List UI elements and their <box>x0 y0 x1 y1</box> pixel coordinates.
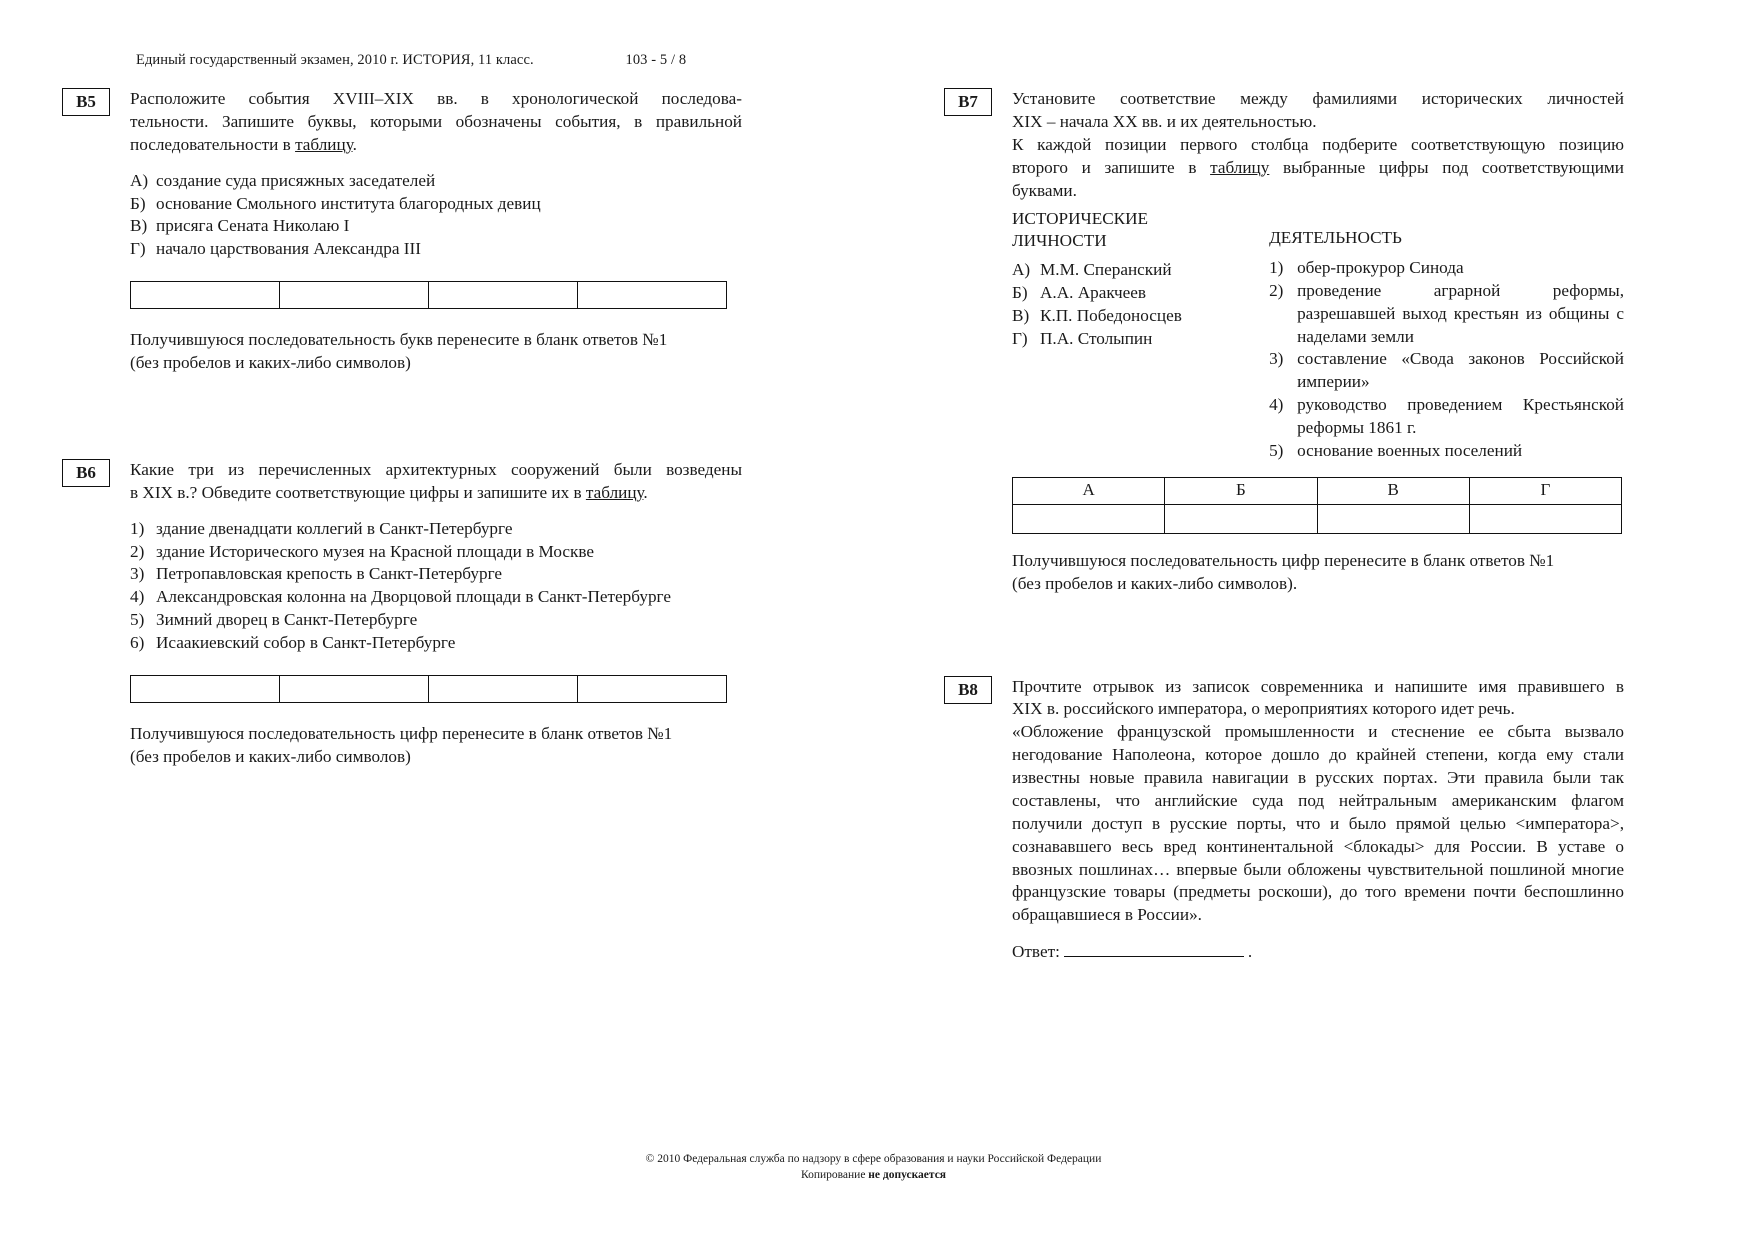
left-column <box>62 88 742 769</box>
answer-cell-4[interactable] <box>578 675 727 702</box>
option-text: здание двенадцати коллегий в Санкт-Петербурге <box>156 518 513 538</box>
answer-cell-3[interactable] <box>429 675 578 702</box>
table-row <box>1013 477 1622 504</box>
page-header <box>136 52 1616 69</box>
person-mark: А) <box>1012 260 1031 280</box>
task-b7-prompt-line1: Установите соответствие между фамилиями исторических личностей <box>1012 89 1624 108</box>
person-mark: Г) <box>1012 329 1028 348</box>
answer-cell-4[interactable] <box>578 282 727 309</box>
person-mark: Б) <box>1012 283 1028 303</box>
person-mark: В) <box>1012 306 1030 326</box>
answer-cell-1[interactable] <box>131 675 280 702</box>
activity-mark: 3) <box>1269 349 1284 369</box>
table-row <box>131 675 727 702</box>
option-mark[interactable]: 6) <box>130 633 145 652</box>
task-b6-prompt-line2-b: . <box>643 482 648 502</box>
activity-mark: 5) <box>1269 440 1284 460</box>
person-text: А.А. Аракчеев <box>1040 283 1147 303</box>
task-b7-prompt-line4-b: выбранные цифры под соответствующими <box>1269 157 1624 177</box>
list-item <box>1269 257 1624 280</box>
option-mark: Б) <box>130 193 146 213</box>
activity-text: руководство проведением Крестьянской реформы 1861 г. <box>1297 395 1624 437</box>
answer-cell-2[interactable] <box>280 282 429 309</box>
option-text: Зимний дворец в Санкт-Петербурге <box>156 610 418 630</box>
option-text: создание суда присяжных заседателей <box>156 170 436 190</box>
task-b5-table-link: таблицу <box>295 134 353 154</box>
list-item[interactable] <box>130 609 742 632</box>
footer-notice-a: Копирование <box>800 1169 869 1181</box>
task-b6 <box>62 459 742 769</box>
task-b7-table-link: таблицу <box>1210 157 1270 177</box>
list-item <box>1012 282 1269 305</box>
match-header-a: А <box>1013 477 1165 504</box>
option-text: здание Исторического музея на Красной площади в Москве <box>156 541 594 561</box>
task-b8-answer-line <box>1012 941 1624 964</box>
footer-notice-b: не допускается <box>868 1169 947 1181</box>
footer-notice <box>0 1168 1747 1183</box>
task-b5-prompt-line3-a: последовательности в <box>130 134 296 154</box>
header-subject: Единый государственный экзамен, 2010 г. ИСТОРИЯ, 11 класс. <box>136 52 534 68</box>
list-item[interactable] <box>130 563 742 586</box>
activity-text: основание военных поселений <box>1297 440 1523 460</box>
task-b6-prompt-line2 <box>130 482 742 505</box>
match-header-g: Г <box>1469 477 1621 504</box>
match-cell-g[interactable] <box>1469 504 1621 533</box>
option-mark[interactable]: 2) <box>130 541 145 561</box>
task-b7-persons-column <box>1012 208 1269 462</box>
option-text: начало царствования Александра III <box>156 239 421 259</box>
task-code-b8: B8 <box>944 676 992 704</box>
option-mark: В) <box>130 216 148 236</box>
task-b5-prompt-line3 <box>130 134 742 157</box>
task-b8-prompt-line2: XIX в. российского императора, о мероприятиях которого идет речь. <box>1012 699 1515 719</box>
task-b6-prompt-line2-a: в XIX в.? Обведите соответствующие цифры и запишите их в <box>130 482 586 502</box>
list-item <box>130 238 742 261</box>
task-b6-note-line2: (без пробелов и каких-либо символов) <box>130 746 411 766</box>
list-item <box>130 170 742 193</box>
list-item <box>1269 280 1624 349</box>
task-b8-quote: «Обложение французской промышленности и стеснение ее сбыта вызвало негодование Наполеона, которое дошло до крайней степени, когда ему стали известны новые правила навигации в русских портах. Эти правила были так составлены, что английские суда под нейтральным американским флагом получили доступ в русские порты, что и было прямой целью <императора>, сознававшего весь вред континентальной <блокады> для России. В уставе о ввозных пошлинах… впервые были обложены чувствительной пошлиной многие французские товары (предметы роскоши), до того времени почти беспошлинно обращавшиеся в России». <box>1012 722 1624 925</box>
task-b8 <box>944 676 1624 965</box>
answer-cell-2[interactable] <box>280 675 429 702</box>
footer-copyright: © 2010 Федеральная служба по надзору в сфере образования и науки Российской Федерации <box>645 1153 1102 1165</box>
answer-cell-1[interactable] <box>131 282 280 309</box>
task-b6-prompt-line1: Какие три из перечисленных архитектурных сооружений были возведены <box>130 459 742 479</box>
table-row <box>131 282 727 309</box>
task-b7-prompt-line4-a: второго и запишите в <box>1012 157 1211 177</box>
option-text: присяга Сената Николаю I <box>156 216 350 236</box>
task-b7-columns <box>1012 208 1624 462</box>
answer-tail: . <box>1247 942 1253 962</box>
task-b7-prompt-line2: XIX – начала XX вв. и их деятельностью. <box>1012 111 1317 131</box>
task-code-b5: B5 <box>62 88 110 116</box>
task-b7-prompt-line3: К каждой позиции первого столбца подберите соответствующую позицию <box>1012 134 1624 154</box>
list-item[interactable] <box>130 518 742 541</box>
answer-input[interactable] <box>1064 942 1244 957</box>
person-text: П.А. Столыпин <box>1040 329 1153 348</box>
option-text: Исаакиевский собор в Санкт-Петербурге <box>156 633 456 652</box>
list-item[interactable] <box>130 632 742 655</box>
task-code-b7: B7 <box>944 88 992 116</box>
task-b7 <box>944 88 1624 596</box>
task-b5-options <box>130 170 742 262</box>
activity-text: составление «Свода законов Российской империи» <box>1297 349 1624 392</box>
person-text: М.М. Сперанский <box>1040 260 1172 280</box>
persons-heading-line2: ЛИЧНОСТИ <box>1012 230 1107 250</box>
task-b6-note-line1: Получившуюся последовательность цифр перенесите в бланк ответов №1 <box>130 723 673 743</box>
task-b7-note-line2: (без пробелов и каких-либо символов). <box>1012 573 1298 593</box>
person-text: К.П. Победоносцев <box>1040 306 1182 326</box>
list-item[interactable] <box>130 586 742 609</box>
task-b5-note-line2: (без пробелов и каких-либо символов) <box>130 353 411 372</box>
task-b5-body <box>130 88 742 375</box>
task-b6-table-link: таблицу <box>585 482 644 502</box>
option-mark: Г) <box>130 239 146 259</box>
task-b5-prompt-line3-b: . <box>352 134 357 154</box>
task-b5-prompt-line1: Расположите события XVIII–XIX вв. в хронологической последова- <box>130 89 742 108</box>
activity-mark: 1) <box>1269 257 1284 277</box>
match-header-v: В <box>1317 477 1469 504</box>
list-item <box>1269 394 1624 440</box>
task-b5 <box>62 88 742 375</box>
list-item <box>130 193 742 216</box>
task-b7-activities-column <box>1269 208 1624 462</box>
list-item <box>1269 348 1624 394</box>
task-b8-prompt-line1: Прочтите отрывок из записок современника и напишите имя правившего в <box>1012 676 1624 696</box>
persons-heading-line1: ИСТОРИЧЕСКИЕ <box>1012 209 1149 229</box>
task-b7-answer-table[interactable] <box>1012 477 1622 534</box>
task-b5-answer-table[interactable] <box>130 281 727 309</box>
list-item <box>130 215 742 238</box>
list-item <box>1012 305 1269 328</box>
answer-label: Ответ: <box>1012 942 1060 962</box>
task-b7-prompt-line5: буквами. <box>1012 180 1077 200</box>
match-header-b: Б <box>1165 477 1317 504</box>
task-b6-answer-table[interactable] <box>130 675 727 703</box>
task-code-b6: B6 <box>62 459 110 487</box>
match-cell-v[interactable] <box>1317 504 1469 533</box>
activity-text: обер-прокурор Синода <box>1297 257 1464 277</box>
option-mark[interactable]: 1) <box>130 518 145 538</box>
list-item[interactable] <box>130 541 742 564</box>
list-item <box>1012 259 1269 282</box>
task-b5-note-line1: Получившуюся последовательность букв перенесите в бланк ответов №1 <box>130 330 668 350</box>
task-b5-prompt-line2: тельности. Запишите буквы, которыми обозначены события, в правильной <box>130 111 742 131</box>
match-cell-a[interactable] <box>1013 504 1165 533</box>
option-mark[interactable]: 3) <box>130 564 145 584</box>
activities-heading: ДЕЯТЕЛЬНОСТЬ <box>1269 228 1402 248</box>
task-b8-body <box>1012 676 1624 965</box>
table-row <box>1013 504 1622 533</box>
option-text: Александровская колонна на Дворцовой площади в Санкт-Петербурге <box>156 587 671 607</box>
list-item <box>1269 440 1624 463</box>
option-text: основание Смольного института благородных девиц <box>156 193 541 213</box>
option-mark[interactable]: 5) <box>130 610 145 630</box>
activity-mark: 4) <box>1269 395 1284 415</box>
option-mark[interactable]: 4) <box>130 587 145 607</box>
option-mark: А) <box>130 170 149 190</box>
answer-cell-3[interactable] <box>429 282 578 309</box>
task-b7-prompt-line4 <box>1012 157 1624 180</box>
task-b7-body <box>1012 88 1624 596</box>
activity-mark: 2) <box>1269 280 1284 300</box>
option-text: Петропавловская крепость в Санкт-Петербурге <box>156 564 503 584</box>
activity-text: проведение аграрной реформы, разрешавшей выход крестьян из общины с наделами земли <box>1297 280 1624 346</box>
task-b6-options <box>130 518 742 655</box>
right-column <box>944 88 1624 964</box>
task-b7-note-line1: Получившуюся последовательность цифр перенесите в бланк ответов №1 <box>1012 550 1555 570</box>
match-cell-b[interactable] <box>1165 504 1317 533</box>
task-b6-body <box>130 459 742 769</box>
list-item <box>1012 328 1269 351</box>
header-page-code: 103 - 5 / 8 <box>625 52 687 68</box>
